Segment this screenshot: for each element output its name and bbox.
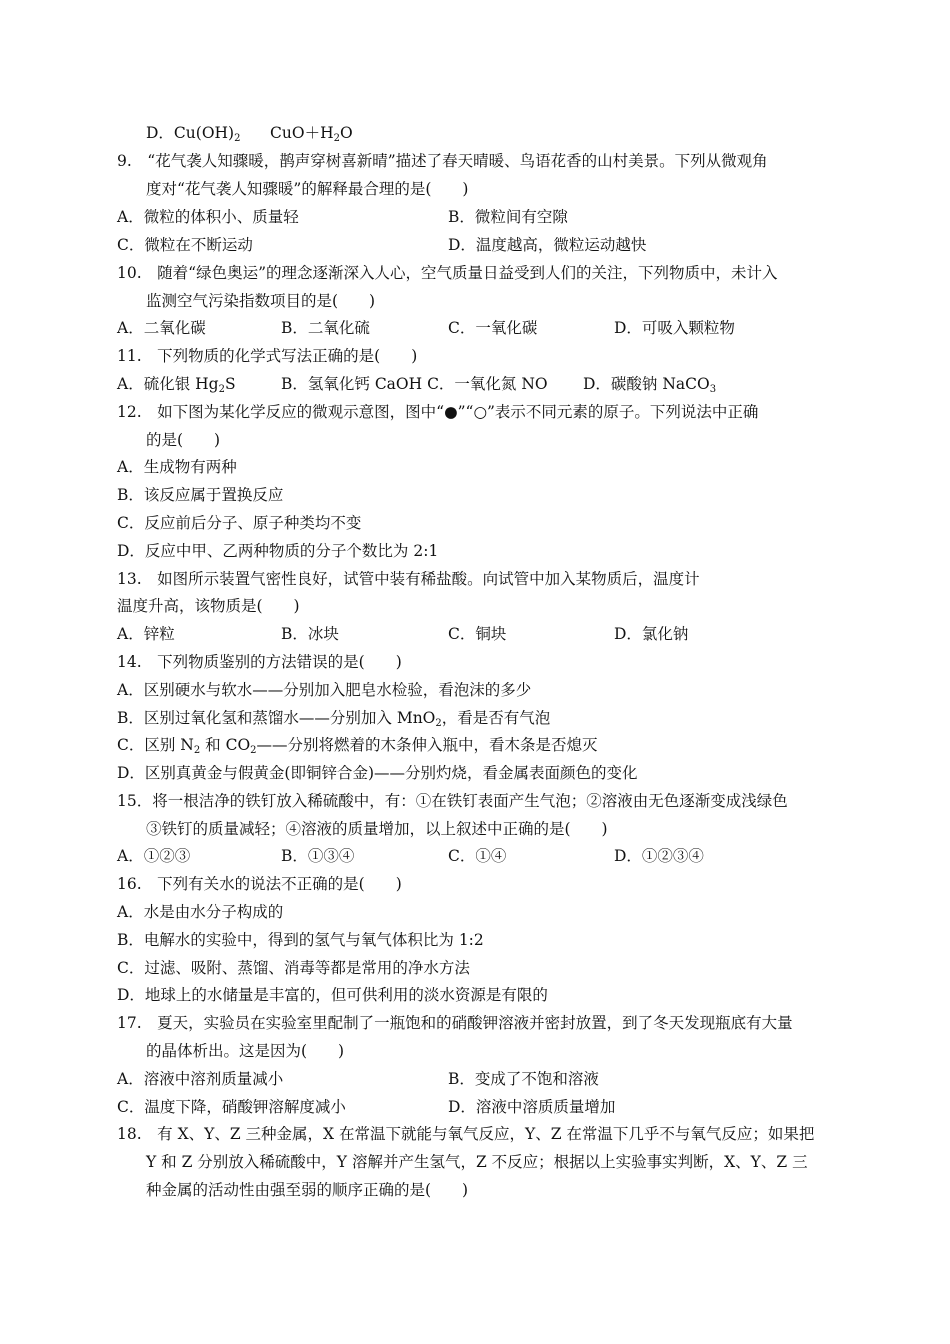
subscript: 3 bbox=[709, 384, 717, 395]
subscript: 2 bbox=[333, 133, 340, 144]
q9-stem-line2: 度对“花气袭人知骤暖”的解释最合理的是( ) bbox=[146, 180, 469, 198]
q12-option-a: A．生成物有两种 bbox=[117, 458, 237, 476]
q11-option-a bbox=[117, 374, 236, 394]
q14-option-b-text: B．区别过氧化氢和蒸馏水——分别加入 MnO bbox=[117, 709, 436, 727]
q9-stem-line1: 9. “花气袭人知骤暖，鹊声穿树喜新晴”描述了春天晴暖、鸟语花香的山村美景。下列从微观角 bbox=[117, 152, 768, 170]
q11-option-a-text: A．硫化银 Hg bbox=[117, 375, 219, 393]
q14-stem: 14. 下列物质鉴别的方法错误的是( ) bbox=[117, 653, 402, 671]
q8-option-d-product-tail: O bbox=[339, 124, 353, 142]
q9-option-d: D．温度越高，微粒运动越快 bbox=[448, 236, 647, 254]
q14-option-c-tail: ——分别将燃着的木条伸入瓶中，看木条是否熄灭 bbox=[256, 736, 598, 754]
q17-stem-line2: 的晶体析出。这是因为( ) bbox=[146, 1042, 345, 1060]
q10-option-c: C．一氧化碳 bbox=[448, 319, 538, 337]
q17-stem-line1: 17. 夏天，实验员在实验室里配制了一瓶饱和的硝酸钾溶液并密封放置，到了冬天发现瓶底有大量 bbox=[117, 1014, 793, 1032]
q11-option-d-text: D．碳酸钠 NaCO bbox=[583, 375, 710, 393]
q16-option-c: C．过滤、吸附、蒸馏、消毒等都是常用的净水方法 bbox=[117, 959, 470, 977]
q16-option-d: D．地球上的水储量是丰富的，但可供利用的淡水资源是有限的 bbox=[117, 986, 548, 1004]
q13-stem-line1: 13. 如图所示装置气密性良好，试管中装有稀盐酸。向试管中加入某物质后，温度计 bbox=[117, 570, 700, 588]
q9-option-c: C．微粒在不断运动 bbox=[117, 236, 253, 254]
q11-option-a-tail: S bbox=[224, 375, 236, 393]
q12-option-b: B．该反应属于置换反应 bbox=[117, 486, 284, 504]
q9-option-a: A．微粒的体积小、质量轻 bbox=[117, 208, 299, 226]
subscript: 2 bbox=[250, 745, 257, 756]
q18-stem-line2: Y 和 Z 分别放入稀硫酸中，Y 溶解并产生氢气，Z 不反应；根据以上实验事实判断，X、Y、Z 三 bbox=[146, 1153, 808, 1171]
q14-option-b-tail: ，看是否有气泡 bbox=[441, 709, 551, 727]
q14-option-b bbox=[117, 708, 550, 728]
subscript: 2 bbox=[435, 718, 442, 729]
q8-option-d-text: D．Cu(OH) bbox=[146, 124, 235, 142]
q18-stem-line1: 18. 有 X、Y、Z 三种金属，X 在常温下就能与氧气反应，Y、Z 在常温下几乎不与氧气反应；如果把 bbox=[117, 1125, 815, 1143]
q16-stem: 16. 下列有关水的说法不正确的是( ) bbox=[117, 875, 402, 893]
subscript: 2 bbox=[193, 745, 201, 756]
q15-option-a: A．①②③ bbox=[117, 847, 191, 865]
q13-option-c: C．铜块 bbox=[448, 625, 507, 643]
q15-option-d: D．①②③④ bbox=[614, 847, 704, 865]
q18-stem-line3: 种金属的活动性由强至弱的顺序正确的是( ) bbox=[146, 1181, 469, 1199]
q13-option-b: B．冰块 bbox=[281, 625, 339, 643]
subscript: 2 bbox=[234, 133, 241, 144]
q17-option-b: B．变成了不饱和溶液 bbox=[448, 1070, 599, 1088]
q15-stem-line1: 15．将一根洁净的铁钉放入稀硫酸中，有：①在铁钉表面产生气泡；②溶液由无色逐渐变成浅绿色 bbox=[117, 792, 788, 810]
q14-option-d: D．区别真黄金与假黄金(即铜锌合金)——分别灼烧，看金属表面颜色的变化 bbox=[117, 764, 638, 782]
q13-stem-line2: 温度升高，该物质是( ) bbox=[117, 597, 300, 615]
q17-option-d: D．溶液中溶质质量增加 bbox=[448, 1098, 616, 1116]
q16-option-a: A．水是由水分子构成的 bbox=[117, 903, 284, 921]
q11-option-d bbox=[583, 374, 716, 394]
q13-option-d: D．氯化钠 bbox=[614, 625, 689, 643]
q14-option-c bbox=[117, 735, 598, 755]
q10-stem-line1: 10. 随着“绿色奥运”的理念逐渐深入人心，空气质量日益受到人们的关注，下列物质中，未计入 bbox=[117, 264, 778, 282]
q12-stem-line2: 的是( ) bbox=[146, 431, 221, 449]
q10-option-b: B．二氧化硫 bbox=[281, 319, 370, 337]
q16-option-b: B．电解水的实验中，得到的氢气与氧气体积比为 1:2 bbox=[117, 931, 484, 949]
q13-option-a: A．锌粒 bbox=[117, 625, 175, 643]
q10-option-a: A．二氧化碳 bbox=[117, 319, 206, 337]
q12-option-c: C．反应前后分子、原子种类均不变 bbox=[117, 514, 362, 532]
q12-option-d: D．反应中甲、乙两种物质的分子个数比为 2:1 bbox=[117, 542, 439, 560]
q14-option-c-text: C．区别 N bbox=[117, 736, 194, 754]
q10-stem-line2: 监测空气污染指数项目的是( ) bbox=[146, 292, 376, 310]
q15-stem-line2: ③铁钉的质量减轻；④溶液的质量增加，以上叙述中正确的是( ) bbox=[146, 820, 608, 838]
q11-stem: 11. 下列物质的化学式写法正确的是( ) bbox=[117, 347, 418, 365]
q9-option-b: B．微粒间有空隙 bbox=[448, 208, 568, 226]
q17-option-c: C．温度下降，硝酸钾溶解度减小 bbox=[117, 1098, 346, 1116]
q15-option-b: B．①③④ bbox=[281, 847, 355, 865]
q11-option-b-c: B．氢氧化钙 CaOH C．一氧化氮 NO bbox=[281, 375, 548, 393]
q17-option-a: A．溶液中溶剂质量减小 bbox=[117, 1070, 284, 1088]
q14-option-a: A．区别硬水与软水——分别加入肥皂水检验，看泡沫的多少 bbox=[117, 681, 532, 699]
subscript: 2 bbox=[218, 384, 225, 395]
q12-stem-line1: 12. 如下图为某化学反应的微观示意图，图中“●”“○”表示不同元素的原子。下列说法中正确 bbox=[117, 403, 759, 421]
q10-option-d: D．可吸入颗粒物 bbox=[614, 319, 735, 337]
q8-option-d bbox=[146, 123, 353, 143]
q15-option-c: C．①④ bbox=[448, 847, 507, 865]
q14-option-c-mid: 和 CO bbox=[200, 736, 251, 754]
q8-option-d-product: CuO＋H bbox=[270, 124, 334, 142]
